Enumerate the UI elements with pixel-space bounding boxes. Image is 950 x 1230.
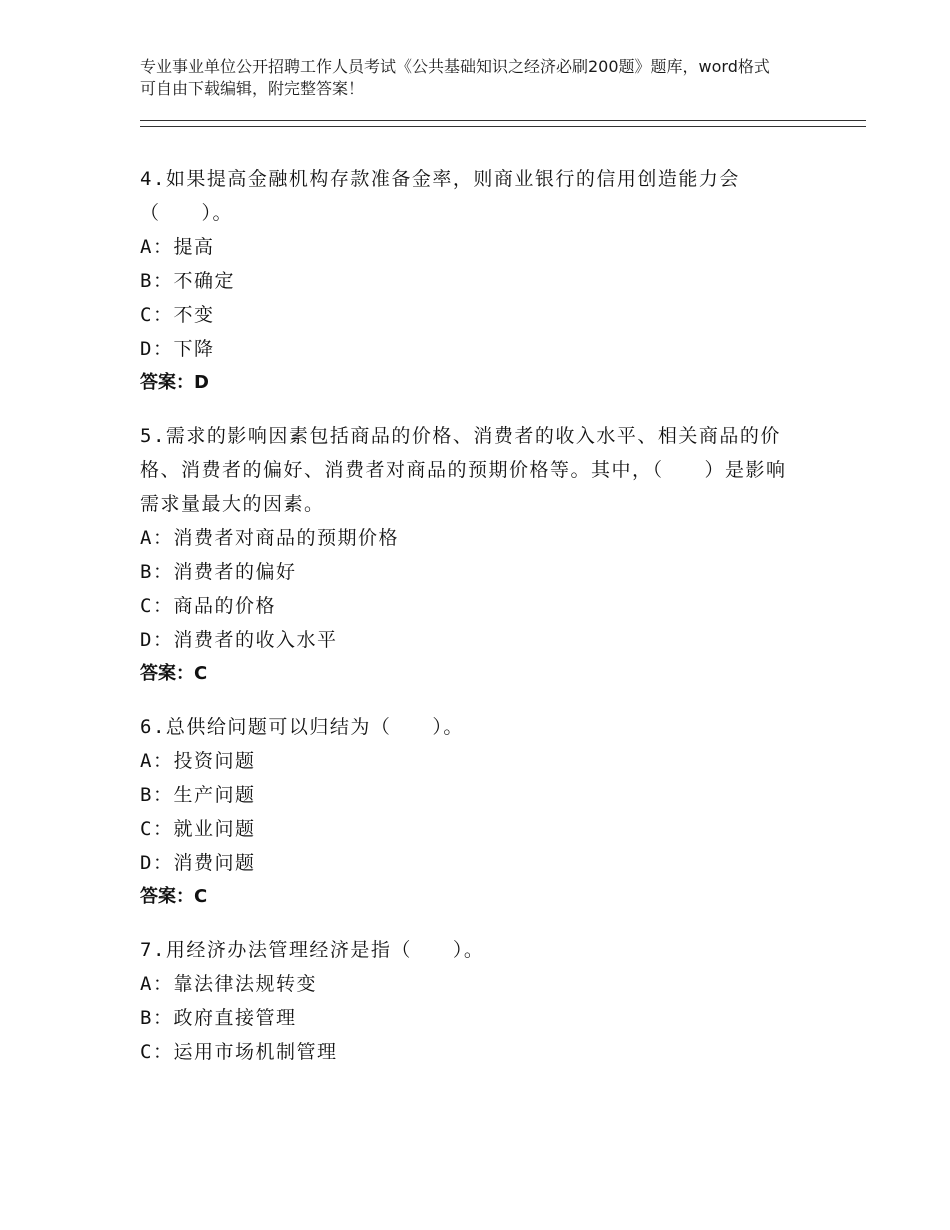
question-stem: 6.总供给问题可以归结为（ ）。 [140,716,464,738]
answer-label: 答案：C [140,886,208,907]
question-5 [140,419,800,691]
option-c: C：就业问题 [140,818,256,840]
option-d: D：消费者的收入水平 [140,629,338,651]
question-stem: 4.如果提高金融机构存款准备金率，则商业银行的信用创造能力会（ ）。 [140,168,740,224]
question-list [140,162,800,1088]
option-a: A：消费者对商品的预期价格 [140,527,399,549]
option-b: B：政府直接管理 [140,1007,297,1029]
option-b: B：不确定 [140,270,235,292]
answer-label: 答案：C [140,663,208,684]
document-header: 专业事业单位公开招聘工作人员考试《公共基础知识之经济必刷200题》题库，word格式可自由下载编辑，附完整答案！ [140,57,770,98]
question-stem: 7.用经济办法管理经济是指（ ）。 [140,939,485,961]
question-6 [140,710,800,914]
option-a: A：提高 [140,236,215,258]
header-divider [140,120,866,127]
option-c: C：不变 [140,304,215,326]
option-a: A：投资问题 [140,750,256,772]
question-7 [140,933,800,1069]
option-b: B：生产问题 [140,784,256,806]
answer-label: 答案：D [140,372,209,393]
option-b: B：消费者的偏好 [140,561,297,583]
option-d: D：下降 [140,338,215,360]
option-d: D：消费问题 [140,852,256,874]
option-a: A：靠法律法规转变 [140,973,317,995]
question-4 [140,162,800,400]
option-c: C：商品的价格 [140,595,276,617]
question-stem: 5.需求的影响因素包括商品的价格、消费者的收入水平、相关商品的价格、消费者的偏好、消费者对商品的预期价格等。其中，（ ）是影响需求量最大的因素。 [140,425,787,515]
option-c: C：运用市场机制管理 [140,1041,338,1063]
